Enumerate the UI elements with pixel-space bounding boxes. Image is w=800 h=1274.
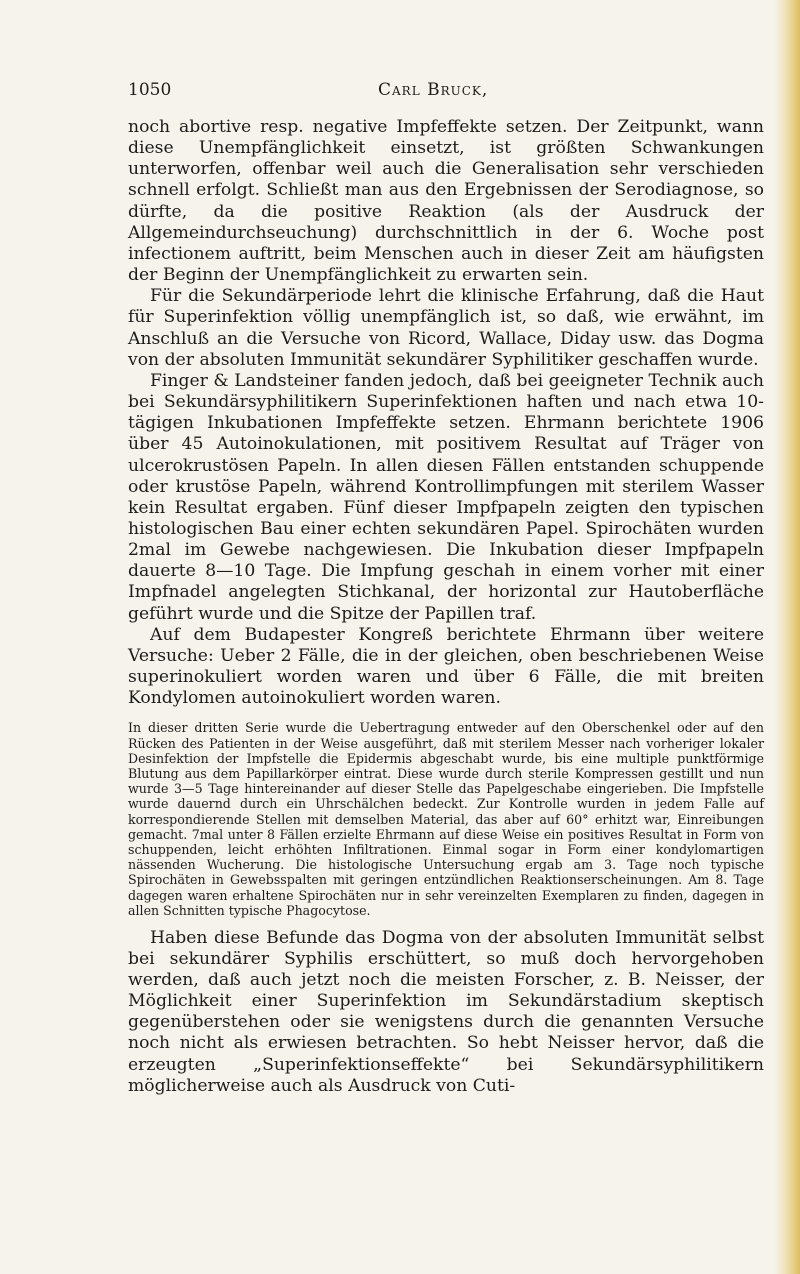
paragraph-1: noch abortive resp. negative Impfeffekte setzen. Der Zeitpunkt, wann diese Unempfänglichkeit einsetzt, ist größten Schwankungen unterworfen, offenbar weil auch die Generalisation sehr verschieden schnell erfolgt. Schließt man aus den Ergebnissen der Serodiagnose, so dürfte, da die positive Reaktion (als der Ausdruck der Allgemeindurchseuchung) durchschnittlich in der 6. Woche post infectionem auftritt, beim Menschen auch in dieser Zeit am häufigsten der Beginn der Unempfänglichkeit zu erwarten sein.: [128, 117, 764, 286]
paragraph-2: Für die Sekundärperiode lehrt die klinische Erfahrung, daß die Haut für Superinfektion völlig unempfänglich ist, so daß, wie erwähnt, im Anschluß an die Versuche von Ricord, Wallace, Diday usw. das Dogma von der absoluten Immunität sekundärer Syphilitiker geschaffen wurde.: [128, 286, 764, 370]
page-body: [128, 117, 764, 1097]
paragraph-4: Auf dem Budapester Kongreß berichtete Ehrmann über weitere Versuche: Ueber 2 Fälle, die in der gleichen, oben beschriebenen Weise superinokuliert worden waren und über 6 Fälle, die mit breiten Kondylomen autoinokuliert worden waren.: [128, 624, 764, 709]
closing-paragraph: Haben diese Befunde das Dogma von der absoluten Immunität selbst bei sekundärer Syphilis erschüttert, so muß doch hervorgehoben werden, daß auch jetzt noch die meisten Forscher, z. B. Neisser, der Möglichkeit einer Superinfektion im Sekundärstadium skeptisch gegenüberstehen oder sie wenigstens durch die genannten Versuche noch nicht als erwiesen betrachten. So hebt Neisser hervor, daß die erzeugten „Superinfektionseffekte“ bei Sekundärsyphilitikern möglicherweise auch als Ausdruck von Cuti-: [128, 928, 764, 1096]
small-print-block: [128, 720, 764, 918]
running-header: [128, 80, 688, 102]
small-print-paragraph: In dieser dritten Serie wurde die Uebertragung entweder auf den Oberschenkel oder auf den Rücken des Patienten in der Weise ausgeführt, daß mit sterilem Messer nach vorheriger lokaler Desinfektion der Impfstelle die Epidermis abgeschabt wurde, bis eine multiple punktförmige Blutung aus dem Papillarkörper eintrat. Diese wurde durch sterile Kompressen gestillt und nun wurde 3—5 Tage hintereinander auf dieser Stelle das Papelgeschabe eingerieben. Die Impfstelle wurde dauernd durch ein Uhrschälchen bedeckt. Zur Kontrolle wurden in jedem Falle auf korrespondierende Stellen mit demselben Material, das aber auf 60° erhitzt war, Einreibungen gemacht. 7mal unter 8 Fällen erzielte Ehrmann auf diese Weise ein positives Resultat in Form von schuppenden, leicht erhöhten Infiltrationen. Einmal sogar in Form einer kondylomartigen nässenden Wucherung. Die histologische Untersuchung ergab am 3. Tage noch typische Spirochäten in Gewebsspalten mit geringen entzündlichen Reaktionserscheinungen. Am 8. Tage dagegen waren erhaltene Spirochäten nur in sehr vereinzelten Exemplaren zu finden, dagegen in allen Schnitten typische Phagocytose.: [128, 720, 764, 918]
closing-text: [128, 928, 764, 1097]
page-edge: [774, 0, 800, 1274]
page-number: 1050: [128, 80, 172, 100]
main-text: [128, 117, 764, 709]
paragraph-3: Finger & Landsteiner fanden jedoch, daß bei geeigneter Technik auch bei Sekundärsyphilitikern Superinfektionen haften und nach etwa 10-tägigen Inkubationen Impfeffekte setzen. Ehrmann berichtete 1906 über 45 Autoinokulationen, mit positivem Resultat auf Träger von ulcerokrustösen Papeln. In allen diesen Fällen entstanden schuppende oder krustöse Papeln, während Kontrollimpfungen mit sterilem Wasser kein Resultat ergaben. Fünf dieser Impfpapeln zeigten den typischen histologischen Bau einer echten sekundären Papel. Spirochäten wurden 2mal im Gewebe nachgewiesen. Die Inkubation dieser Impfpapeln dauerte 8—10 Tage. Die Impfung geschah in einem vorher mit einer Impfnadel angelegten Stichkanal, der horizontal zur Hautoberfläche geführt wurde und die Spitze der Papillen traf.: [128, 370, 764, 624]
running-title: Carl Bruck,: [378, 80, 489, 100]
